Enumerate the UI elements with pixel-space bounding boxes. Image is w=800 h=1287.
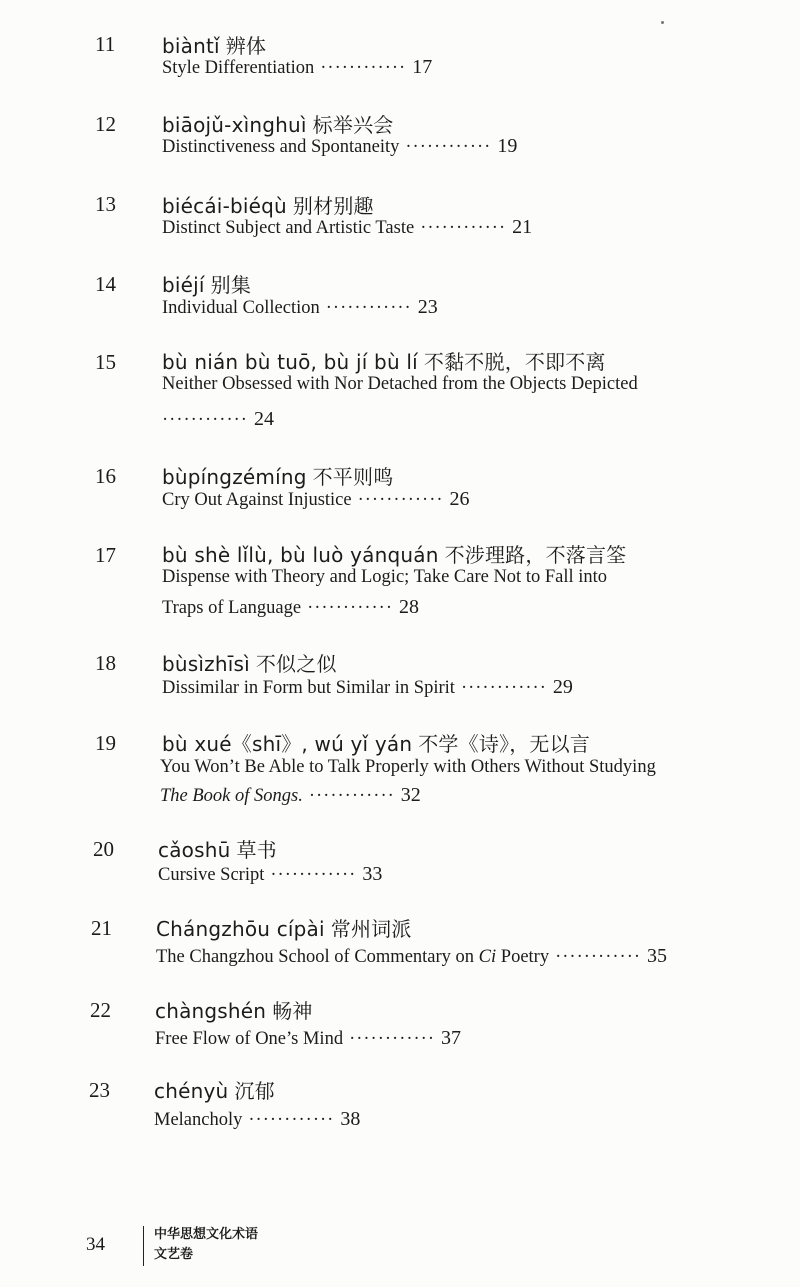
- entry-english-title: Cry Out Against Injustice: [162, 490, 352, 510]
- entry-term: [162, 461, 393, 490]
- entry-term: [162, 728, 590, 757]
- entry-pinyin: biàntǐ: [162, 34, 220, 58]
- entry-number: 18: [95, 651, 116, 675]
- entry-pinyin: bùsìzhīsì: [162, 652, 250, 676]
- entry-english-title: Distinct Subject and Artistic Taste: [162, 218, 415, 238]
- entry-hanzi: 草书: [236, 838, 277, 862]
- entry-number: 11: [95, 32, 116, 56]
- entry-number: 14: [95, 272, 116, 296]
- entry-term: [156, 913, 412, 942]
- entry-english-title: Melancholy: [154, 1110, 243, 1130]
- entry-english: [162, 676, 573, 699]
- entry-page: 26: [449, 488, 470, 510]
- entry-number: 16: [95, 464, 116, 488]
- entry-page: 17: [412, 56, 433, 78]
- entry-hanzi: 沉郁: [234, 1079, 275, 1103]
- scan-speck: [661, 21, 664, 24]
- entry-number: 15: [95, 350, 116, 374]
- entry-page: 35: [647, 945, 668, 967]
- entry-english-title: Distinctiveness and Spontaneity: [162, 137, 400, 157]
- footer-title-line2: 文艺卷: [154, 1247, 194, 1262]
- entry-term: [155, 995, 313, 1024]
- entry-term: [162, 269, 251, 298]
- entry-number: 19: [95, 731, 116, 755]
- entry-pinyin: Chángzhōu cípài: [156, 917, 325, 941]
- entry-number: 12: [95, 112, 116, 136]
- entry-hanzi: 常州词派: [330, 917, 412, 941]
- entry-hanzi: 不学《诗》，无以言: [418, 732, 591, 756]
- leader-dots: ············: [420, 218, 507, 238]
- leader-dots: ············: [248, 1110, 335, 1130]
- entry-hanzi: 辨体: [225, 34, 267, 58]
- entry-english-title: Dispense with Theory and Logic; Take Care Not to Fall into: [162, 567, 608, 587]
- entry-english: [158, 863, 382, 886]
- entry-page: 24: [253, 408, 274, 430]
- entry-english-cont: [162, 408, 274, 431]
- entry-hanzi: 不涉理路，不落言筌: [444, 543, 627, 567]
- entry-hanzi: 不似之似: [255, 652, 337, 676]
- entry-term: [154, 1075, 275, 1104]
- entry-pinyin: bù xué《shī》, wú yǐ yán: [162, 732, 413, 756]
- leader-dots: ············: [460, 678, 547, 698]
- entry-pinyin: biécái-biéqù: [162, 194, 287, 218]
- entry-english-title: Cursive Script: [158, 865, 265, 885]
- entry-term: [162, 346, 606, 375]
- entry-pinyin: chényù: [154, 1079, 229, 1103]
- entry-english-title-a: The Changzhou School of Commentary on: [156, 947, 479, 967]
- entry-english: [162, 488, 470, 511]
- entry-english: [162, 56, 432, 79]
- entry-english-title: Free Flow of One’s Mind: [155, 1029, 344, 1049]
- entry-english: [162, 296, 438, 319]
- leader-dots: ············: [405, 137, 492, 157]
- entry-number: 13: [95, 192, 116, 216]
- entry-hanzi: 不平则鸣: [312, 465, 394, 489]
- entry-english: [162, 216, 532, 239]
- entry-english-title: You Won’t Be Able to Talk Properly with Others Without Studying: [160, 757, 656, 777]
- entry-pinyin: bù nián bù tuō, bù jí bù lí: [162, 350, 418, 374]
- leader-dots: ············: [349, 1029, 436, 1049]
- entry-page: 37: [441, 1027, 462, 1049]
- entry-page: 33: [362, 863, 383, 885]
- entry-page: 32: [400, 784, 421, 806]
- leader-dots: ············: [325, 298, 412, 318]
- entry-english: [162, 135, 517, 158]
- entry-english-title-cont: The Book of Songs.: [160, 786, 303, 806]
- entry-english: [156, 945, 667, 968]
- entry-number: 21: [91, 916, 112, 940]
- entry-page: 38: [340, 1108, 361, 1130]
- entry-page: 29: [552, 676, 573, 698]
- entry-english-title-b: Poetry: [496, 947, 550, 967]
- running-footer-title: [154, 1225, 258, 1265]
- entry-english-title: Neither Obsessed with Nor Detached from the Objects Depicted: [162, 374, 638, 394]
- entry-term: [162, 539, 626, 568]
- entry-pinyin: chàngshén: [155, 999, 267, 1023]
- leader-dots: ············: [270, 865, 357, 885]
- entry-pinyin: bùpíngzémíng: [162, 465, 307, 489]
- entry-english-cont: [162, 596, 419, 619]
- entry-number: 17: [95, 543, 116, 567]
- entry-english-title-cont: Traps of Language: [162, 598, 302, 618]
- entry-english-title-italic: Ci: [478, 947, 497, 967]
- footer-title-line1: 中华思想文化术语: [154, 1227, 259, 1242]
- leader-dots: ············: [357, 490, 444, 510]
- entry-pinyin: cǎoshū: [158, 838, 231, 862]
- entry-english-title: Individual Collection: [162, 298, 320, 318]
- entry-term: [158, 834, 277, 863]
- entry-pinyin: biéjí: [162, 273, 205, 297]
- entry-hanzi: 畅神: [272, 999, 313, 1023]
- leader-dots: ············: [555, 947, 642, 967]
- entry-english-title: Style Differentiation: [162, 58, 315, 78]
- entry-pinyin: bù shè lǐlù, bù luò yánquán: [162, 543, 439, 567]
- entry-number: 22: [90, 998, 111, 1022]
- entry-term: [162, 648, 337, 677]
- entry-english: [155, 1027, 461, 1050]
- entry-hanzi: 不黏不脱，不即不离: [423, 350, 606, 374]
- entry-number: 23: [89, 1078, 110, 1102]
- entry-page: 21: [512, 216, 533, 238]
- entry-pinyin: biāojǔ-xìnghuì: [162, 113, 307, 137]
- page-number: 34: [86, 1234, 105, 1255]
- entry-english-title: Dissimilar in Form but Similar in Spirit: [162, 678, 455, 698]
- leader-dots: ············: [307, 598, 394, 618]
- leader-dots: ············: [162, 410, 248, 430]
- entry-number: 20: [93, 837, 114, 861]
- entry-hanzi: 标举兴会: [312, 113, 394, 137]
- entry-page: 28: [399, 596, 420, 618]
- entry-term: [162, 109, 393, 138]
- leader-dots: ············: [320, 58, 407, 78]
- entry-english-cont: [160, 784, 421, 807]
- entry-page: 23: [417, 296, 438, 318]
- entry-english: [154, 1108, 360, 1131]
- footer-divider: [143, 1226, 144, 1266]
- leader-dots: ············: [308, 786, 395, 806]
- entry-page: 19: [497, 135, 518, 157]
- entry-hanzi: 别集: [210, 273, 252, 297]
- entry-hanzi: 别材别趣: [292, 194, 374, 218]
- entry-term: [162, 30, 266, 59]
- entry-term: [162, 190, 374, 219]
